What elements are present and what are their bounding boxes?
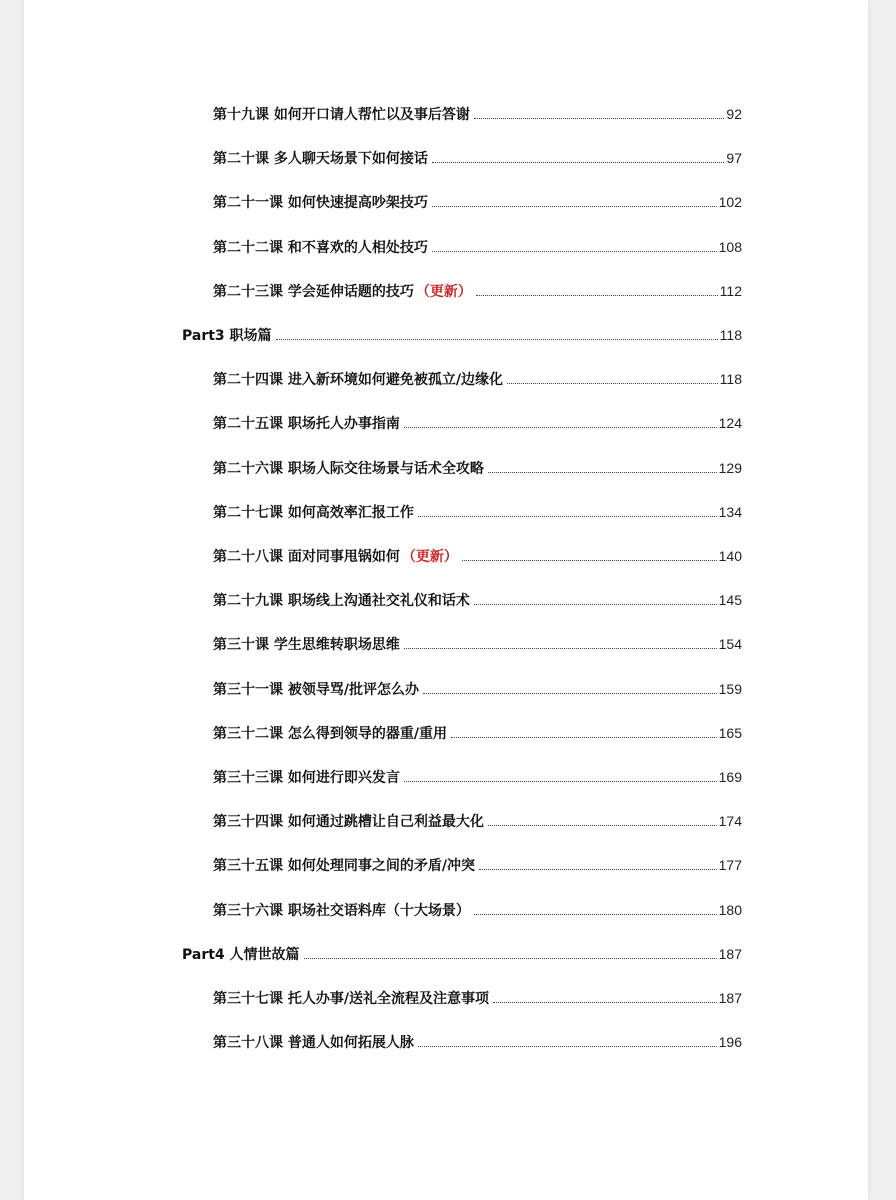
toc-entry <box>213 237 742 259</box>
dot-leader <box>474 603 717 605</box>
dot-leader <box>474 913 717 915</box>
dot-leader <box>418 515 717 517</box>
toc-entry <box>213 1032 742 1054</box>
toc-page-number: 134 <box>718 503 742 520</box>
toc-entry <box>213 413 742 435</box>
toc-entry <box>213 900 742 922</box>
toc-page-number: 140 <box>718 548 742 564</box>
toc-entry-title: 第二十六课 职场人际交往场景与话术全攻略 <box>213 460 484 477</box>
toc-entry <box>213 281 742 303</box>
toc-entry <box>213 590 742 612</box>
toc-entry-title: 第三十八课 普通人如何拓展人脉 <box>213 1035 414 1052</box>
dot-leader <box>474 117 725 119</box>
toc-entry-title: 第三十三课 如何进行即兴发言 <box>213 770 400 786</box>
toc-entry-title: 第三十五课 如何处理同事之间的矛盾/冲突 <box>213 858 475 875</box>
dot-leader <box>432 205 717 207</box>
toc-page-number: 187 <box>718 990 742 1006</box>
dot-leader <box>488 471 717 473</box>
dot-leader <box>304 957 717 959</box>
toc-entry-title: 第三十二课 怎么得到领导的器重/重用 <box>213 725 447 742</box>
update-tag: （更新） <box>401 549 458 565</box>
toc-entry-title: 第三十四课 如何通过跳槽让自己利益最大化 <box>213 814 484 831</box>
document-page <box>24 0 868 1200</box>
toc-page-number: 124 <box>718 415 742 432</box>
dot-leader <box>404 647 717 649</box>
toc-entry <box>213 546 742 568</box>
toc-page-number: 154 <box>718 636 742 653</box>
toc-entry <box>213 192 742 214</box>
toc-page-number: 118 <box>719 327 742 343</box>
toc-entry-title: 第十九课 如何开口请人帮忙以及事后答谢 <box>213 107 470 123</box>
toc-page-number: 177 <box>718 857 742 874</box>
toc-entry-title: 第三十一课 被领导骂/批评怎么办 <box>213 681 419 698</box>
dot-leader <box>476 294 718 296</box>
toc-entry-title: 第三十七课 托人办事/送礼全流程及注意事项 <box>213 991 489 1007</box>
update-tag: （更新） <box>415 283 472 300</box>
toc-page-number: 196 <box>718 1034 742 1051</box>
toc-page-number: 108 <box>718 238 742 255</box>
dot-leader <box>423 692 717 694</box>
toc-entry-title: 第二十八课 面对同事甩锅如何 <box>213 549 400 565</box>
dot-leader <box>507 382 718 384</box>
toc-page-number: 112 <box>719 282 742 299</box>
dot-leader <box>404 426 717 428</box>
toc-entry-title: Part3 职场篇 <box>182 328 272 344</box>
toc-page-number: 174 <box>718 813 742 830</box>
toc-entry <box>213 369 742 391</box>
toc-entry <box>213 148 742 170</box>
toc-entry-title: 第二十课 多人聊天场景下如何接话 <box>213 151 428 168</box>
toc-entry-title: Part4 人情世故篇 <box>182 946 300 963</box>
toc-page-number: 169 <box>718 769 742 785</box>
toc-entry <box>213 634 742 656</box>
toc-entry-title: 第二十二课 和不喜欢的人相处技巧 <box>213 239 428 256</box>
toc-entry <box>213 723 742 745</box>
toc-page-number: 118 <box>719 371 742 388</box>
toc-entry-title: 第三十六课 职场社交语料库（十大场景） <box>213 902 470 919</box>
toc-entry <box>213 104 742 126</box>
toc-entry <box>213 458 742 480</box>
toc-page-number: 92 <box>726 106 742 122</box>
dot-leader <box>479 868 717 870</box>
dot-leader <box>276 338 718 340</box>
toc-entry <box>213 811 742 833</box>
dot-leader <box>418 1045 717 1047</box>
toc-part-heading <box>182 325 742 347</box>
dot-leader <box>462 559 717 561</box>
toc-entry-title: 第二十七课 如何高效率汇报工作 <box>213 504 414 521</box>
dot-leader <box>451 736 717 738</box>
toc-entry <box>213 855 742 877</box>
dot-leader <box>493 1001 717 1003</box>
dot-leader <box>404 780 717 782</box>
toc-page-number: 187 <box>718 945 742 962</box>
toc-entry-title: 第二十四课 进入新环境如何避免被孤立/边缘化 <box>213 372 503 389</box>
toc-page-number: 165 <box>718 724 742 741</box>
toc-entry <box>213 767 742 789</box>
dot-leader <box>432 161 725 163</box>
toc-page-number: 102 <box>718 194 742 211</box>
toc-entry <box>213 679 742 701</box>
toc-entry-title: 第二十五课 职场托人办事指南 <box>213 416 400 433</box>
toc-page-number: 159 <box>718 680 742 697</box>
toc-page-number: 180 <box>718 901 742 918</box>
toc-part-heading <box>182 944 742 966</box>
toc-entry-title: 第二十一课 如何快速提高吵架技巧 <box>213 195 428 212</box>
toc-entry-title: 第三十课 学生思维转职场思维 <box>213 637 400 654</box>
toc-entry-title: 第二十九课 职场线上沟通社交礼仪和话术 <box>213 593 470 610</box>
toc-entry <box>213 502 742 524</box>
toc-page-number: 97 <box>726 150 742 167</box>
dot-leader <box>488 824 717 826</box>
toc-entry <box>213 988 742 1010</box>
toc-entry-title: 第二十三课 学会延伸话题的技巧 <box>213 283 414 300</box>
toc-page-number: 145 <box>718 592 742 609</box>
toc-page-number: 129 <box>718 459 742 476</box>
dot-leader <box>432 250 717 252</box>
